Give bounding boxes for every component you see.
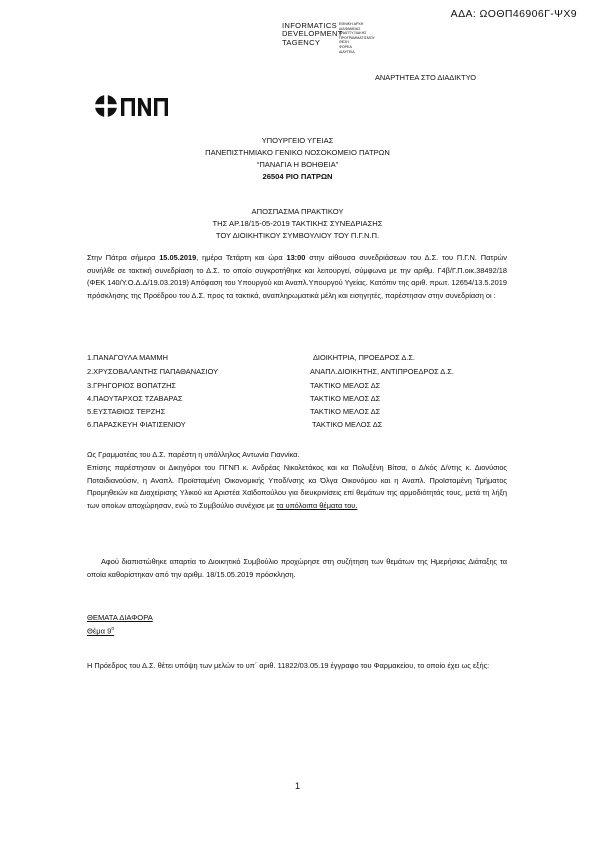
hospital-address: 26504 ΡΙΟ ΠΑΤΡΩΝ: [262, 172, 333, 181]
hospital-subtitle: “ΠΑΝΑΓΙΑ Η ΒΟΗΘΕΙΑ”: [256, 160, 339, 169]
intro-text: , ημέρα Τετάρτη και ώρα: [196, 253, 287, 262]
page-number: 1: [294, 781, 300, 791]
intro-text: Στην Πάτρα σήμερα: [87, 253, 160, 262]
topic-item-label: Θέμα 9: [87, 626, 112, 636]
pnp-logo-letters: [121, 98, 168, 116]
secretary-paragraph: Ως Γραμματέας του Δ.Σ. παρέστη η υπάλληλος Αντωνία Γιαννίκα.: [87, 450, 300, 459]
posting-note: ΑΝΑΡΤΗΤΕΑ ΣΤΟ ΔΙΑΔΙΚΤΥΟ: [375, 73, 476, 82]
intro-text: στην αίθουσα συνεδριάσεων του Δ.Σ. του Π.Γ.Ν. Πατρών συνήλθε σε τακτική συνεδρίαση το Δ.Σ. το οποίο συγκροτήθηκε και λειτουργεί, σύμφωνα με την αριθμ. Γ4β/Γ.Π.οικ.38492/18 (ΦΕΚ 140/Υ.Ο.Δ.Δ/19.03.2019) Απόφαση του Υπουργού και Αναπλ.Υπουργού Υγείας. Κατόπιν της αριθ. πρωτ. 12654/13.5.2019 πρόσκλησης της Προέδρου του Δ.Σ. προς τα τακτικά, αναπληρωματικά μέλη και εισηγητές, παρέστησαν στην συνεδρίαση οι :: [87, 253, 507, 300]
extract-session: ΤΗΣ ΑΡ.18/15-05-2019 ΤΑΚΤΙΚΗΣ ΣΥΝΕΔΡΙΑΣΗΣ: [212, 219, 383, 228]
ida-small-line: ΔΙΑΥΓΕΙΑ: [339, 49, 355, 54]
hospital-name: ΠΑΝΕΠΙΣΤΗΜΙΑΚΟ ΓΕΝΙΚΟ ΝΟΣΟΚΟΜΕΙΟ ΠΑΤΡΩΝ: [205, 148, 390, 157]
ida-stamp: [282, 21, 375, 54]
quorum-paragraph: Αφού διαπιστώθηκε απαρτία το Διοικητικό Συμβούλιο προχώρησε στη συζήτηση των θεμάτων της Ημερήσιας Διάταξης τα οποία καθορίστηκαν από την αριθμ. 18/15.05.2019 πρόσκληση.: [87, 557, 507, 579]
attendees-text-underlined: τα υπόλοιπα θέματα του.: [276, 500, 358, 510]
meeting-date: 15.05.2019: [159, 253, 197, 262]
member-name: 5.ΕΥΣΤΑΘΙΟΣ ΤΕΡΖΗΣ: [87, 407, 166, 416]
ida-line-2: DEVELOPMENT: [282, 29, 343, 39]
intro-paragraph: [87, 252, 507, 302]
topic-item: [87, 626, 114, 636]
member-name: 1.ΠΑΝΑΓΟΥΛΑ ΜΑΜΜΗ: [87, 353, 168, 362]
member-role: ΤΑΚΤΙΚΟ ΜΕΛΟΣ ΔΣ: [312, 420, 383, 429]
ida-line-3: TAGENCY: [282, 37, 321, 47]
ida-small-line: ΕΘΝΙΚΗ ΑΡΧΗ: [339, 22, 364, 26]
member-role: ΤΑΚΤΙΚΟ ΜΕΛΟΣ ΔΣ: [310, 381, 381, 390]
member-role: ΤΑΚΤΙΚΟ ΜΕΛΟΣ ΔΣ: [310, 407, 381, 416]
member-name: 6.ΠΑΡΑΣΚΕΥΗ ΦΙΑΤΙΣΕΝΙΟΥ: [87, 420, 186, 429]
meeting-time: 13:00: [286, 253, 306, 262]
ida-small-line: ΔΙΑΦΑΝΕΙΑΣ: [339, 26, 361, 31]
ida-line-1: INFORMATICS: [282, 21, 338, 30]
member-name: 4.ΠΑΟΥΤΑΡΧΟΣ ΤΖΑΒΑΡΑΣ: [87, 394, 183, 403]
topic-item-sup: ο: [111, 626, 115, 632]
cross-circle-icon: [95, 95, 117, 117]
ida-small-text: [339, 22, 399, 54]
extract-title: ΑΠΟΣΠΑΣΜΑ ΠΡΑΚΤΙΚΟΥ: [251, 207, 344, 216]
attendees-paragraph: [87, 462, 507, 512]
ida-small-line: ΘΕΣΗ: [339, 40, 350, 45]
hospital-logo: [95, 90, 177, 122]
member-name: 3.ΓΡΗΓΟΡΙΟΣ ΒΟΠΑΤΖΗΣ: [87, 381, 177, 390]
member-role: ΑΝΑΠΛ.ΔΙΟΙΚΗΤΗΣ, ΑΝΤΙΠΡΟΕΔΡΟΣ Δ.Σ.: [310, 367, 454, 376]
member-role: ΤΑΚΤΙΚΟ ΜΕΛΟΣ ΔΣ: [310, 394, 381, 403]
attendees-text: Επίσης παρέστησαν οι Δικηγόροι του ΠΓΝΠ κ. Ανδρέας Νικολετάκος και κα Πολυξένη Βίτσα, ο Δ/κός Δ/ντης κ. Διονύσιος Ποταιδιανούσιν, η Αναπλ. Προϊσταμένη Οικονομικής Υποδ/νσης κα Όλγα Οικονόμου και η Αναπλ. Προϊσταμένη Τμήματος Προμηθειών κα Διαχείρισης Υλικού κα Αριστέα Χαϊδοπούλου για διευκρινίσεις επί θεμάτων της αρμοδιότητάς τους, μετά τη λήξη των οποίων αποχώρησαν, ενώ το Συμβούλιο συνέχισε με: [87, 463, 507, 510]
member-role: ΔΙΟΙΚΗΤΡΙΑ, ΠΡΟΕΔΡΟΣ Δ.Σ.: [313, 353, 415, 362]
ida-small-line: ΑΝΑΠΤΥΞΙΑΚΗΣ: [339, 31, 367, 36]
extract-board: ΤΟΥ ΔΙΟΙΚΗΤΙΚΟΥ ΣΥΜΒΟΥΛΙΟΥ ΤΟΥ Π.Γ.Ν.Π.: [215, 231, 380, 240]
ministry-name: ΥΠΟΥΡΓΕΙΟ ΥΓΕΙΑΣ: [261, 136, 334, 145]
closing-paragraph: Η Πρόεδρος του Δ.Σ. θέτει υπόψη των μελών το υπ΄ αριθ. 11822/03.05.19 έγγραφο του Φαρμακείου, το οποίο έχει ως εξής:: [87, 661, 490, 670]
topics-title: ΘΕΜΑΤΑ ΔΙΑΦΟΡΑ: [87, 613, 153, 622]
ida-small-line: ΠΡΟΓΡΑΜΜΑΤΙΣΜΟΥ: [339, 35, 375, 40]
ada-code: ΑΔΑ: ΩΟΘΠ46906Γ-ΨΧ9: [450, 8, 577, 20]
ida-small-line: ΦΟΡΕΑ: [339, 44, 352, 49]
member-name: 2.ΧΡΥΣΟΒΑΛΑΝΤΗΣ ΠΑΠΑΘΑΝΑΣΙΟΥ: [87, 367, 219, 376]
